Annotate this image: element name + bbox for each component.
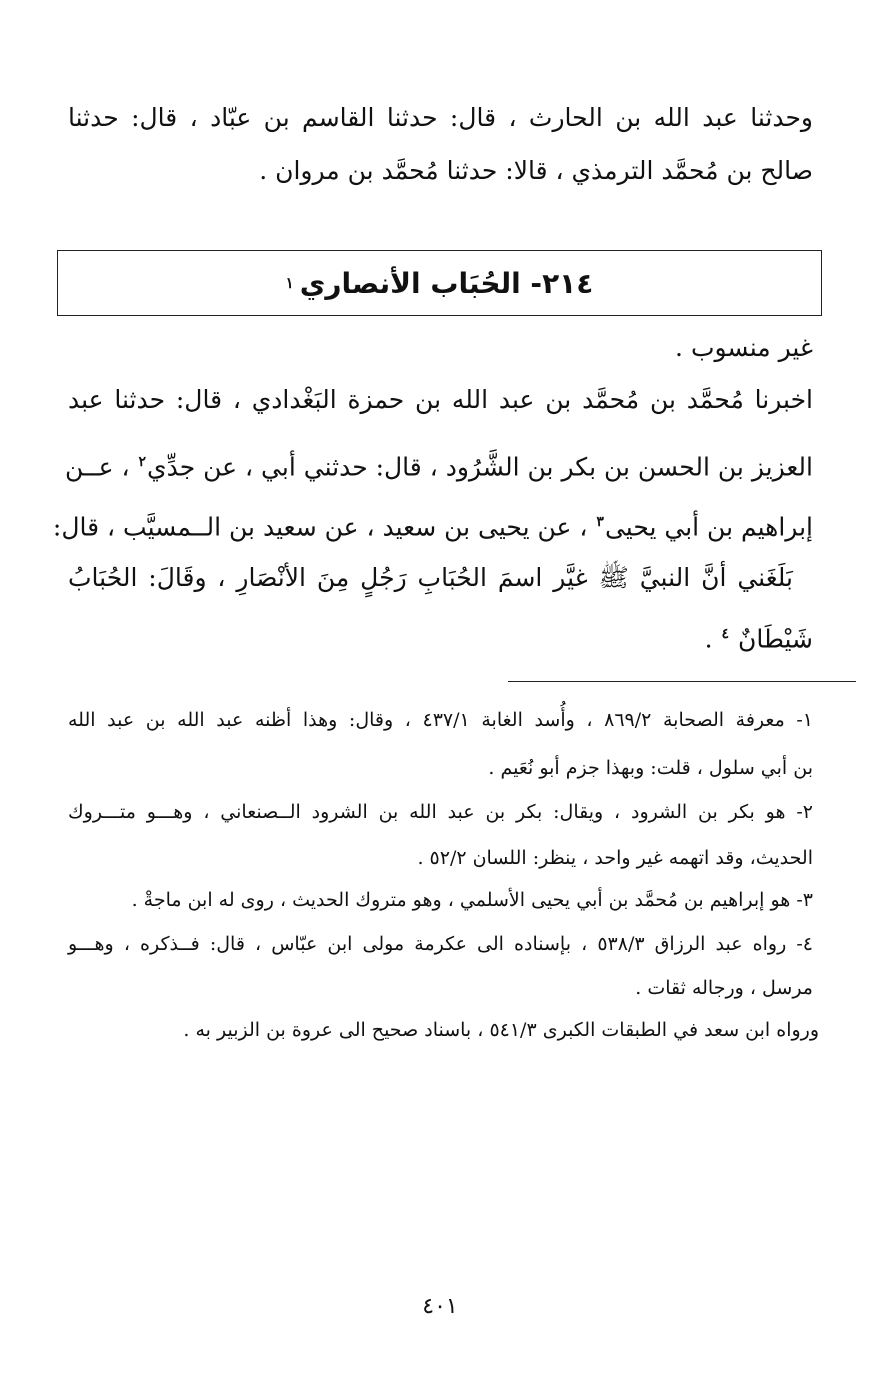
body-line-3-end: ، عن يحيى بن سعيد ، عن سعيد بن الــمسيَّب ، قال:	[52, 512, 588, 542]
entry-subtitle: غير منسوب .	[675, 333, 813, 362]
footnote-ref-3[interactable]: ٣	[596, 514, 604, 530]
footnote-line-1: ١- معرفة الصحابة ٨٦٩/٢ ، وأُسد الغابة ٤٣٧/١ ، وقال: وهذا أظنه عبد الله بن عبد الله	[68, 709, 813, 731]
body-line-1: اخبرنا مُحمَّد بن مُحمَّد بن عبد الله بن حمزة البَغْدادي ، قال: حدثنا عبد	[68, 385, 813, 414]
hadith-line-2	[68, 616, 813, 657]
intro-line-1: وحدثنا عبد الله بن الحارث ، قال: حدثنا القاسم بن عبّاد ، قال: حدثنا	[68, 103, 813, 132]
entry-title-box	[57, 250, 822, 316]
footnote-line-6: ٤- رواه عبد الرزاق ٥٣٨/٣ ، بإسناده الى عكرمة مولى ابن عبّاس ، قال: فــذكره ، وهـــو	[68, 933, 813, 955]
body-line-3	[52, 504, 813, 545]
footnote-line-4: الحديث، وقد اتهمه غير واحد ، ينظر: اللسان ٥٢/٢ .	[417, 847, 813, 869]
footnote-ref-2[interactable]: ٢	[138, 454, 147, 470]
footnote-line-7: مرسل ، ورجاله ثقات .	[635, 977, 813, 999]
body-line-2-text: العزيز بن الحسن بن بكر بن الشَّرُود ، قال: حدثني أبي ، عن جدِّي	[147, 452, 813, 482]
footnote-ref-4[interactable]: ٤	[721, 626, 730, 642]
body-line-3-text: إبراهيم بن أبي يحيى	[604, 512, 813, 542]
footnote-line-5: ٣- هو إبراهيم بن مُحمَّد بن أبي يحيى الأسلمي ، وهو متروك الحديث ، روى له ابن ماجةْ .	[131, 889, 813, 911]
body-line-2	[64, 444, 813, 485]
page-number: ٤٠١	[422, 1294, 458, 1319]
entry-title: ٢١٤- الحُبَاب الأنصاري	[299, 266, 594, 300]
footnote-divider	[508, 681, 856, 682]
hadith-line-1: بَلَغَني أنَّ النبيَّ ﷺ غيَّر اسمَ الحُبَابِ رَجُلٍ مِنَ الأنْصَارِ ، وقَالَ: الحُبَابُ	[68, 563, 793, 592]
hadith-line-2-end: .	[704, 624, 713, 654]
footnote-line-2: بن أبي سلول ، قلت: وبهذا جزم أبو نُعَيم .	[488, 757, 813, 779]
intro-line-2: صالح بن مُحمَّد الترمذي ، قالا: حدثنا مُحمَّد بن مروان .	[259, 156, 813, 185]
body-line-2-end: ، عــن	[64, 452, 130, 482]
footnote-line-3: ٢- هو بكر بن الشرود ، ويقال: بكر بن عبد الله بن الشرود الــصنعاني ، وهـــو متـــروك	[68, 801, 813, 823]
entry-title-footnote-ref[interactable]: ١	[285, 274, 294, 292]
hadith-line-2-text: شَيْطَانٌ	[738, 624, 813, 654]
footnote-line-8: ورواه ابن سعد في الطبقات الكبرى ٥٤١/٣ ، باسناد صحيح الى عروة بن الزبير به .	[183, 1019, 819, 1041]
